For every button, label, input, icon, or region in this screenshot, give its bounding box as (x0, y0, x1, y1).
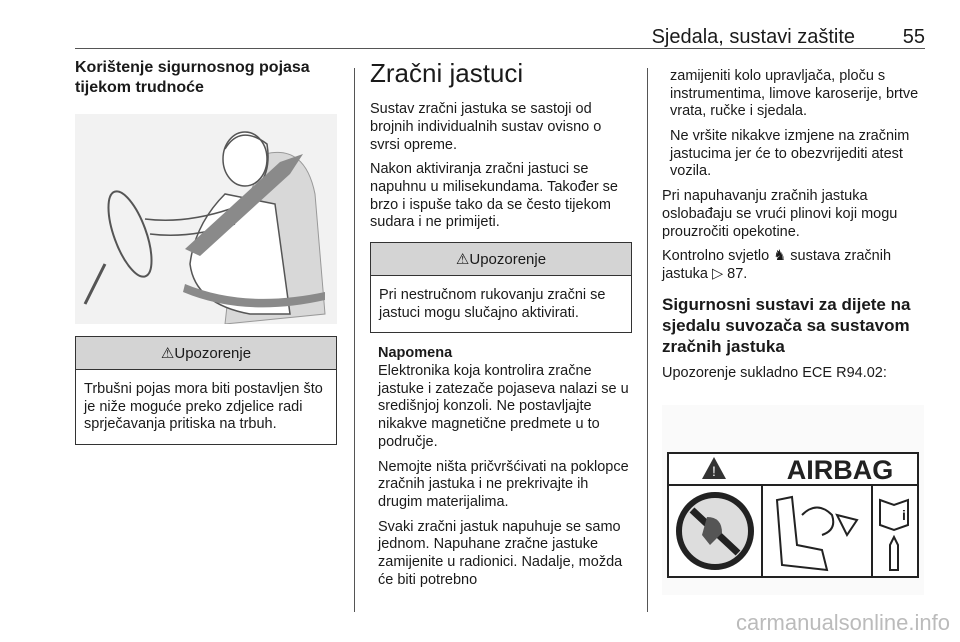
warning-text: Pri nestručnom rukovanju zračni se jastuci mogu slučajno aktivirati. (379, 287, 606, 321)
section-heading-pregnancy: Korištenje sigurnosnog pojasa tijekom trudnoće (75, 59, 310, 96)
column-3 (662, 68, 924, 595)
note-paragraph: Elektronika koja kontrolira zračne jastuke i zatezače pojaseva nalazi se u središnjoj konzoli. Ne postavljajte nikakve magnetične predmete u to područje. (378, 363, 629, 450)
page-header (75, 26, 925, 50)
paragraph: Sustav zračni jastuka se sastoji od brojnih individualnih sustav ovisno o svrsi opreme. (370, 101, 602, 153)
column-divider-2 (647, 68, 648, 612)
indicator-text: sustava zračnih jastuka (662, 248, 892, 282)
warning-title: Upozorenje (174, 345, 252, 362)
watermark: carmanualsonline.info (735, 610, 950, 635)
airbag-label-text: AIRBAG (786, 455, 894, 485)
warning-header (371, 243, 631, 276)
note-paragraph: Svaki zračni jastuk napuhuje se samo jednom. Napuhane zračne jastuke zamijenite u radionici. Nadalje, možda će biti potrebno (378, 518, 623, 588)
header-title: Sjedala, sustavi zaštite (651, 26, 855, 48)
column-1 (75, 58, 337, 445)
pregnant-driver-icon (75, 114, 337, 324)
airbag-warning-label (662, 405, 924, 595)
warning-triangle-icon: ⚠ (160, 345, 175, 362)
warning-triangle-icon: ⚠ (455, 251, 470, 268)
page-number: 55 (902, 26, 925, 48)
warning-header (76, 337, 336, 370)
svg-text:!: ! (712, 463, 716, 479)
warning-box-pregnancy (75, 336, 337, 445)
note-paragraph: Ne vršite nikakve izmjene na zračnim jastucima jer će to obezvrijediti atest vozila. (670, 128, 910, 180)
paragraph: Upozorenje sukladno ECE R94.02: (662, 365, 887, 382)
page-reference[interactable]: 87. (727, 265, 748, 282)
airbag-label-graphic (662, 405, 924, 595)
column-divider-1 (354, 68, 355, 612)
note-paragraph: Nemojte ništa pričvršćivati na poklopce zračnih jastuka i ne prekrivajte ih drugim materijalima. (378, 458, 629, 510)
paragraph: Nakon aktiviranja zračni jastuci se napuhnu u milisekundama. Također se brzo i ispuše tako da se često tijekom sudara i ne primijeti. (370, 161, 619, 231)
continued-note (662, 68, 924, 181)
note-label: Napomena (378, 345, 453, 362)
page-reference-icon: ▷ (711, 265, 724, 282)
warning-box-airbag (370, 242, 632, 333)
column-2 (370, 58, 632, 596)
header-rule (75, 48, 925, 49)
warning-text: Trbušni pojas mora biti postavljen što je niže moguće preko zdjelice radi sprječavanja pritiska na trbuh. (84, 381, 323, 433)
indicator-text: Kontrolno svjetlo (662, 248, 770, 265)
pregnant-seatbelt-illustration (75, 114, 337, 324)
warning-title: Upozorenje (469, 251, 547, 268)
note-paragraph: zamijeniti kolo upravljača, ploču s instrumentima, limove karoserije, brtve vrata, ručke i sjedala. (670, 68, 919, 120)
note-block (370, 345, 632, 589)
paragraph: Pri napuhavanju zračnih jastuka oslobađaju se vrući plinovi koji mogu prouzročiti opekotine. (662, 188, 898, 240)
section-heading-airbags: Zračni jastuci (370, 58, 524, 88)
svg-text:i: i (902, 507, 906, 523)
paragraph-indicator (662, 248, 924, 283)
airbag-warning-light-icon: ♞ (773, 248, 787, 265)
section-heading-child-seat: Sigurnosni sustavi za dijete na sjedalu suvozača sa sustavom zračnih jastuka (662, 294, 911, 357)
